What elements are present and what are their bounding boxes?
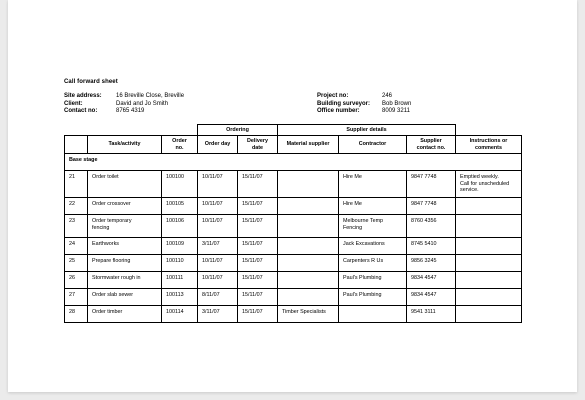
document-title: Call forward sheet <box>64 79 118 85</box>
col-header-material-supplier: Material supplier <box>278 136 339 154</box>
info-row-client <box>64 101 184 109</box>
material-supplier-cell <box>278 198 339 215</box>
col-header-delivery-date: Delivery date <box>238 136 278 154</box>
stage-label: Base stage <box>65 154 522 171</box>
group-header-row <box>65 125 522 136</box>
task-cell: Order timber <box>88 306 162 323</box>
instructions-cell <box>456 306 522 323</box>
delivery-date-cell: 15/11/07 <box>238 289 278 306</box>
order-no-cell: 100106 <box>162 215 198 238</box>
info-row-contact-no <box>64 108 184 116</box>
contractor-cell: Hire Me <box>339 198 407 215</box>
col-header-supplier-contact: Supplier contact no. <box>407 136 456 154</box>
info-row-project-no <box>317 93 411 101</box>
task-cell: Stormwater rough in <box>88 272 162 289</box>
info-value: Bob Brown <box>382 100 412 107</box>
table-row <box>65 215 522 238</box>
row-number: 24 <box>65 238 88 255</box>
supplier-contact-cell: 8745 5410 <box>407 238 456 255</box>
row-number: 26 <box>65 272 88 289</box>
instructions-cell <box>456 289 522 306</box>
supplier-details-group-header: Supplier details <box>278 125 456 136</box>
material-supplier-cell <box>278 289 339 306</box>
info-label: Office number: <box>317 108 360 114</box>
supplier-contact-cell: 9856 3245 <box>407 255 456 272</box>
contractor-cell: Hire Me <box>339 171 407 198</box>
order-day-cell: 10/11/07 <box>198 171 238 198</box>
row-number: 27 <box>65 289 88 306</box>
info-value: 8009 3211 <box>382 108 410 114</box>
column-header-row <box>65 136 522 154</box>
order-day-cell: 3/11/07 <box>198 238 238 255</box>
material-supplier-cell <box>278 238 339 255</box>
contractor-cell: Carpenters R Us <box>339 255 407 272</box>
contractor-cell: Paul's Plumbing <box>339 289 407 306</box>
info-value: David and Jo Smith <box>116 100 169 107</box>
delivery-date-cell: 15/11/07 <box>238 255 278 272</box>
row-number: 23 <box>65 215 88 238</box>
task-cell: Earthworks <box>88 238 162 255</box>
info-row-office-number <box>317 108 411 116</box>
instructions-cell <box>456 255 522 272</box>
delivery-date-cell: 15/11/07 <box>238 215 278 238</box>
info-label: Contact no: <box>64 108 98 114</box>
info-label: Site address: <box>64 93 102 99</box>
supplier-contact-cell: 9541 3111 <box>407 306 456 323</box>
instructions-cell <box>456 272 522 289</box>
delivery-date-cell: 15/11/07 <box>238 238 278 255</box>
order-no-cell: 100110 <box>162 255 198 272</box>
instructions-cell: Emptied weekly. Call for unscheduled service. <box>456 171 522 198</box>
table-row <box>65 198 522 215</box>
material-supplier-cell: Timber Specialists <box>278 306 339 323</box>
info-value: 246 <box>382 93 393 99</box>
order-day-cell: 10/11/07 <box>198 255 238 272</box>
order-no-cell: 100111 <box>162 272 198 289</box>
material-supplier-cell <box>278 215 339 238</box>
document-page <box>8 0 577 392</box>
order-day-cell: 10/11/07 <box>198 215 238 238</box>
order-no-cell: 100113 <box>162 289 198 306</box>
contractor-cell: Melbourne Temp Fencing <box>339 215 407 238</box>
row-number: 28 <box>65 306 88 323</box>
table-row <box>65 272 522 289</box>
supplier-contact-cell: 9847 7748 <box>407 198 456 215</box>
info-row-building-surveyor <box>317 101 411 109</box>
col-header-task: Task/activity <box>88 136 162 154</box>
delivery-date-cell: 15/11/07 <box>238 272 278 289</box>
ordering-group-header: Ordering <box>198 125 278 136</box>
col-header-order-day: Order day <box>198 136 238 154</box>
contractor-cell <box>339 306 407 323</box>
order-no-cell: 100100 <box>162 171 198 198</box>
table-row <box>65 306 522 323</box>
task-cell: Prepare flooring <box>88 255 162 272</box>
material-supplier-cell <box>278 272 339 289</box>
info-label: Client: <box>64 100 83 107</box>
table-row <box>65 255 522 272</box>
order-day-cell: 3/11/07 <box>198 306 238 323</box>
table-row <box>65 238 522 255</box>
order-no-cell: 100114 <box>162 306 198 323</box>
delivery-date-cell: 15/11/07 <box>238 171 278 198</box>
stage-row <box>65 154 522 171</box>
supplier-contact-cell: 8760 4356 <box>407 215 456 238</box>
order-day-cell: 8/11/07 <box>198 289 238 306</box>
col-header-number <box>65 136 88 154</box>
table-row <box>65 171 522 198</box>
supplier-contact-cell: 9834 4547 <box>407 289 456 306</box>
col-header-order-no: Order no. <box>162 136 198 154</box>
task-cell: Order toilet <box>88 171 162 198</box>
instructions-cell <box>456 198 522 215</box>
col-header-contractor: Contractor <box>339 136 407 154</box>
order-day-cell: 10/11/07 <box>198 198 238 215</box>
info-value: 16 Breville Close, Breville <box>116 93 185 99</box>
project-info-left <box>64 93 184 116</box>
project-info-right <box>317 93 411 116</box>
material-supplier-cell <box>278 171 339 198</box>
delivery-date-cell: 15/11/07 <box>238 306 278 323</box>
task-cell: Order slab sewer <box>88 289 162 306</box>
row-number: 25 <box>65 255 88 272</box>
supplier-contact-cell: 9847 7748 <box>407 171 456 198</box>
instructions-cell <box>456 238 522 255</box>
info-row-site-address <box>64 93 184 101</box>
material-supplier-cell <box>278 255 339 272</box>
order-no-cell: 100105 <box>162 198 198 215</box>
table-row <box>65 289 522 306</box>
order-no-cell: 100109 <box>162 238 198 255</box>
delivery-date-cell: 15/11/07 <box>238 198 278 215</box>
task-cell: Order temporary fencing <box>88 215 162 238</box>
supplier-contact-cell: 9834 4547 <box>407 272 456 289</box>
col-header-instructions: Instructions or comments <box>456 136 522 154</box>
row-number: 21 <box>65 171 88 198</box>
info-value: 8765 4319 <box>116 108 145 114</box>
contractor-cell: Paul's Plumbing <box>339 272 407 289</box>
contractor-cell: Jack Excavations <box>339 238 407 255</box>
row-number: 22 <box>65 198 88 215</box>
info-label: Project no: <box>317 93 349 99</box>
instructions-cell <box>456 215 522 238</box>
info-label: Building surveyor: <box>317 100 371 107</box>
order-day-cell: 10/11/07 <box>198 272 238 289</box>
task-cell: Order crossover <box>88 198 162 215</box>
call-forward-table <box>64 124 522 323</box>
